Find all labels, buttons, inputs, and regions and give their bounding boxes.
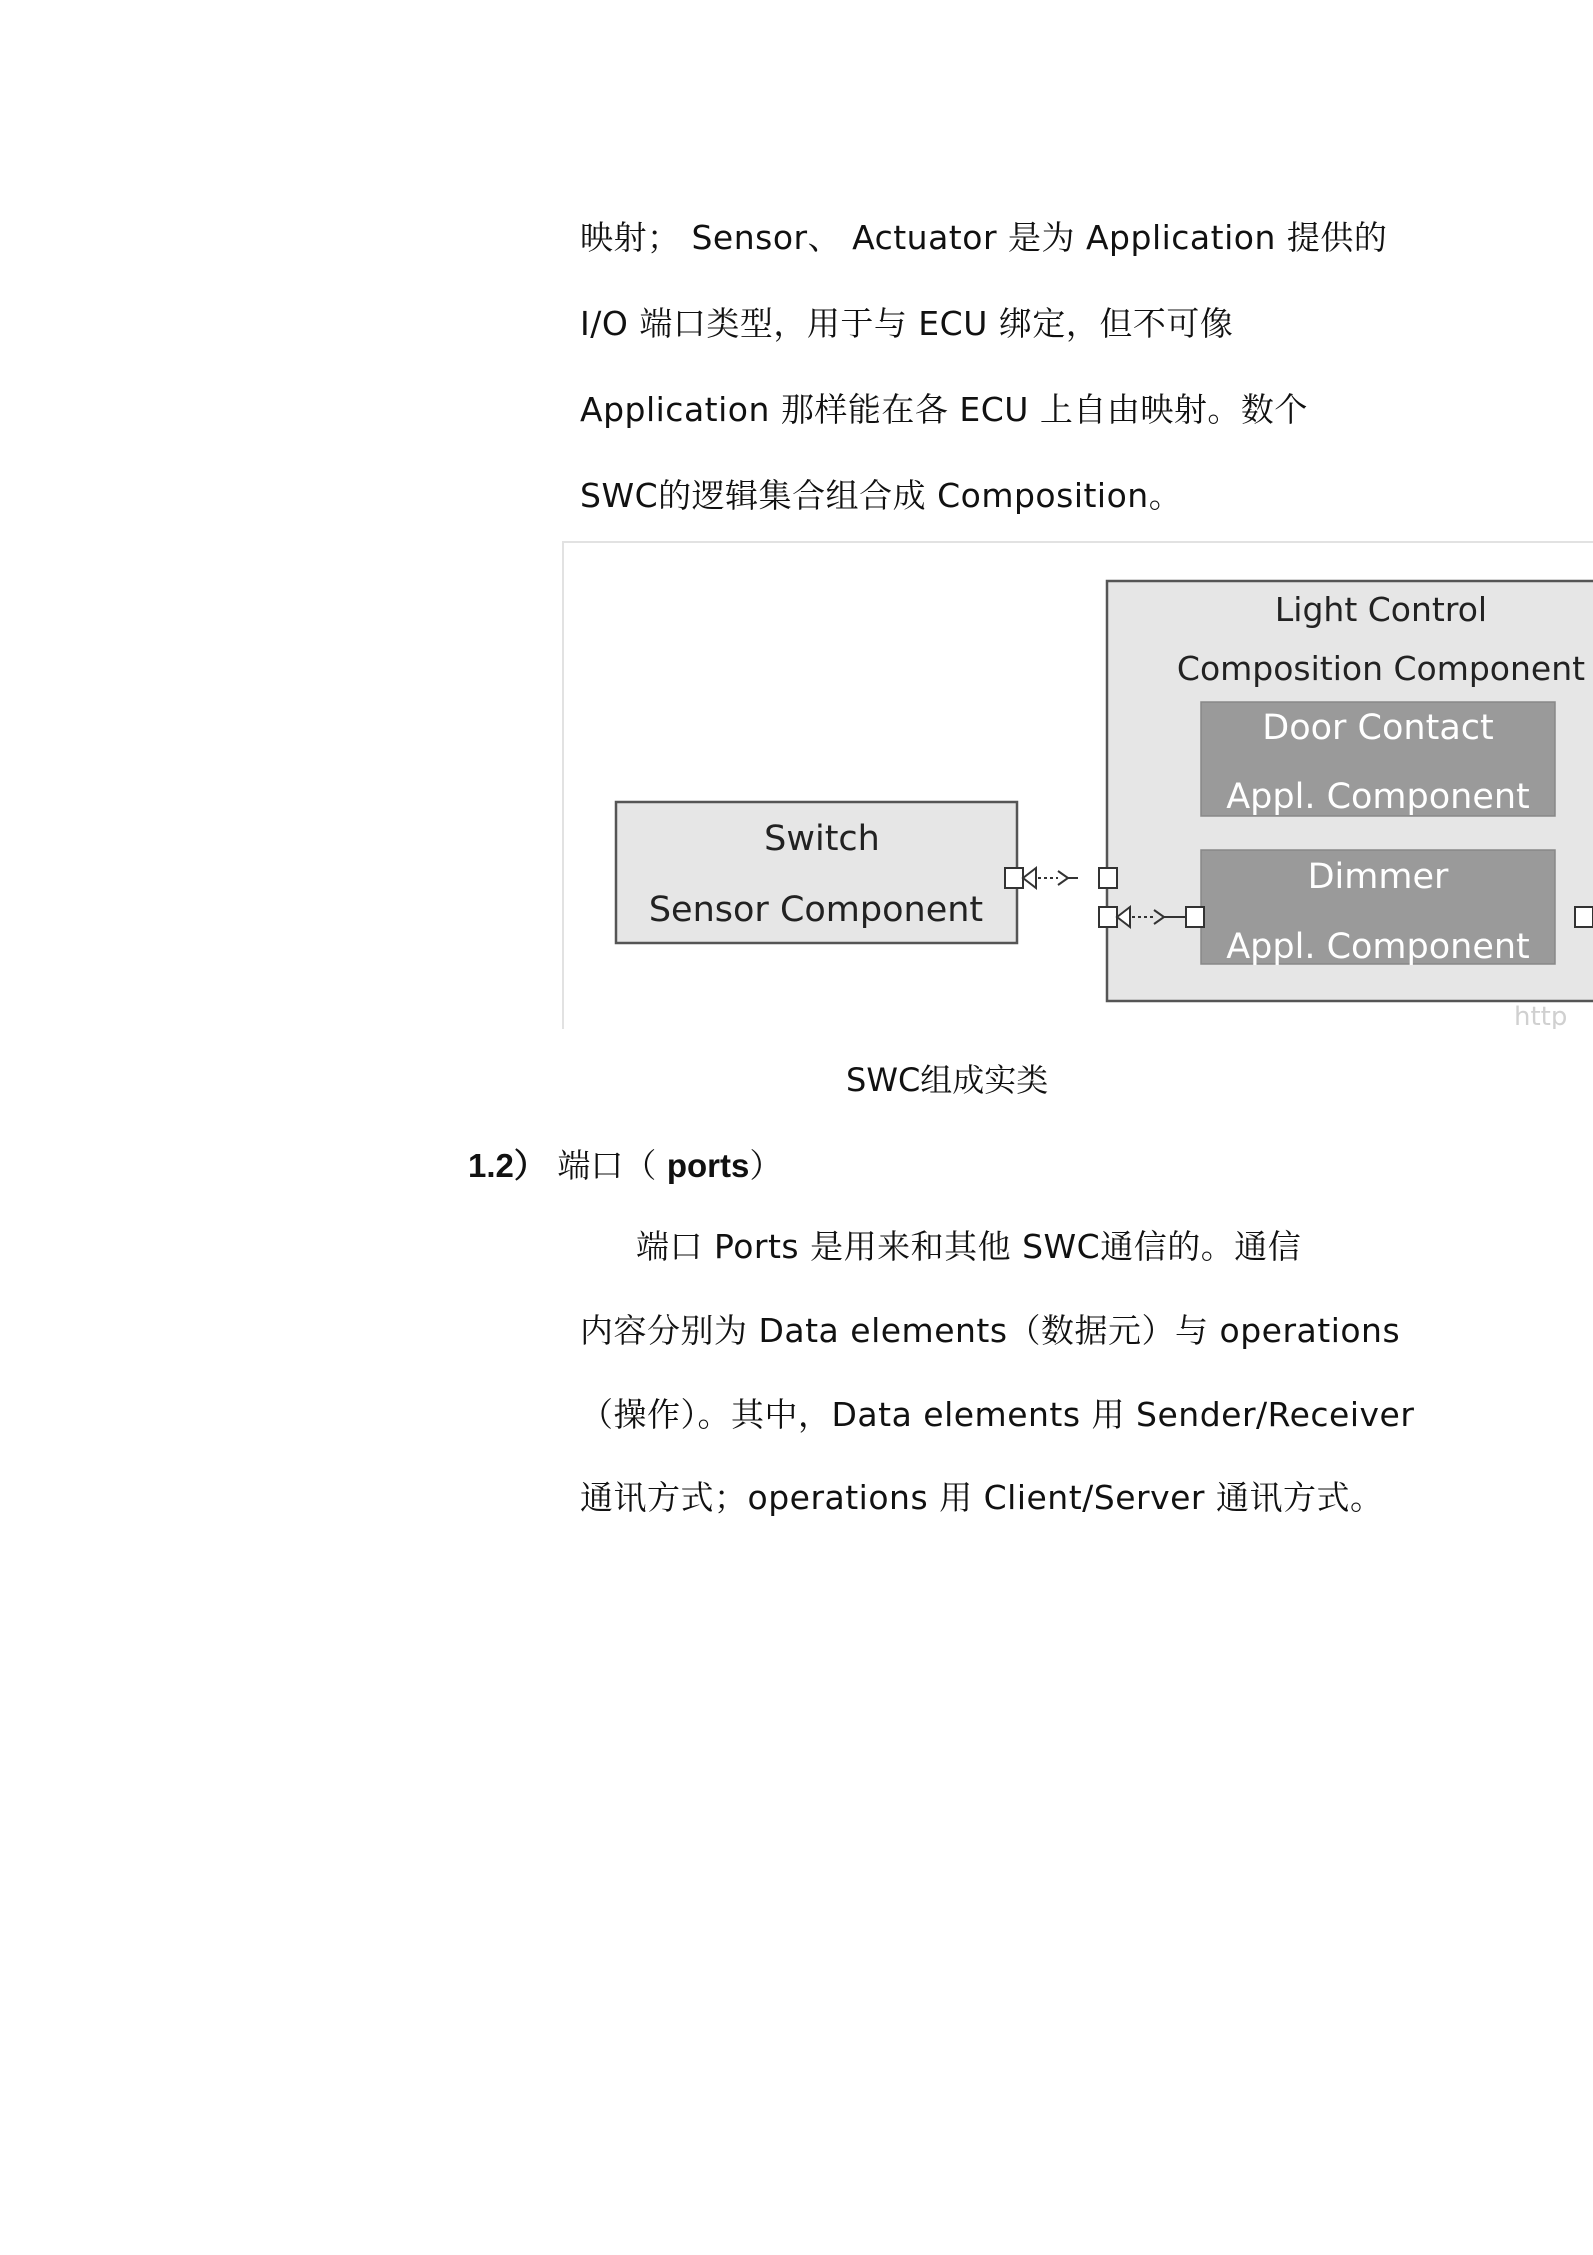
- door-contact-line1: Door Contact: [1262, 708, 1494, 748]
- switch-provide-port-symbol: [1023, 868, 1036, 888]
- composition-title-line2: Composition Component: [1176, 649, 1586, 688]
- switch-to-composition-connector: [1005, 868, 1117, 888]
- section-title-term: ports: [666, 1147, 750, 1184]
- switch-line2: Sensor Component: [648, 890, 984, 930]
- dimmer-input-port: [1186, 907, 1204, 927]
- paragraph2-line-2: 内容分别为 Data elements（数据元）与 operations: [580, 1311, 1401, 1350]
- switch-output-port: [1005, 868, 1023, 888]
- dimmer-line2: Appl. Component: [1226, 927, 1530, 967]
- watermark-text: http: [1514, 1002, 1568, 1031]
- paragraph1-line-1: 映射； Sensor、 Actuator 是为 Application 提供的: [580, 218, 1388, 257]
- swc-composition-figure: [562, 541, 1593, 1029]
- composition-title-line1: Light Control: [1274, 590, 1488, 629]
- composition-input-port: [1099, 868, 1117, 888]
- section-title-prefix: 端口（: [546, 1146, 667, 1185]
- paragraph1-line-4: SWC的逻辑集合组合成 Composition。: [580, 476, 1183, 515]
- connector-arrow-1: [1058, 871, 1068, 885]
- composition-output-connector: [1575, 907, 1593, 927]
- section-title-suffix: ）: [749, 1146, 783, 1185]
- figure-caption: SWC组成实类: [846, 1061, 1049, 1099]
- paragraph2-line-3: （操作）。其中，Data elements 用 Sender/Receiver: [580, 1395, 1415, 1434]
- composition-delegation-port: [1099, 907, 1117, 927]
- paragraph2-line-1: 端口 Ports 是用来和其他 SWC通信的。通信: [636, 1227, 1302, 1266]
- section-heading: [468, 1146, 782, 1186]
- swc-diagram: [564, 543, 1593, 1029]
- door-contact-line2: Appl. Component: [1226, 777, 1530, 817]
- paragraph2-line-4: 通讯方式；operations 用 Client/Server 通讯方式。: [580, 1478, 1384, 1517]
- paragraph1-line-3: Application 那样能在各 ECU 上自由映射。数个: [580, 390, 1308, 429]
- composition-output-port: [1575, 907, 1593, 927]
- section-number: 1.2）: [468, 1147, 547, 1184]
- switch-line1: Switch: [764, 819, 880, 859]
- paragraph1-line-2: I/O 端口类型，用于与 ECU 绑定，但不可像: [580, 304, 1234, 343]
- dimmer-line1: Dimmer: [1307, 857, 1449, 897]
